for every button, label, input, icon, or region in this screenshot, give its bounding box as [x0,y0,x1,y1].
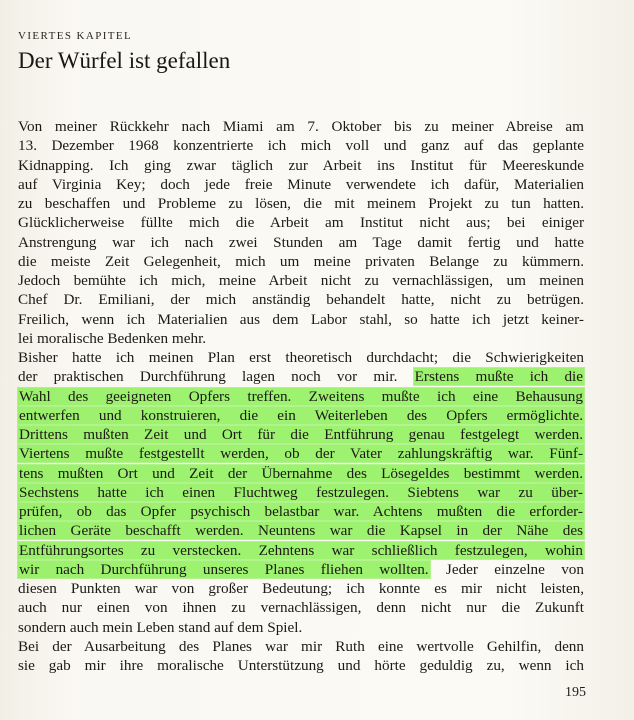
text-line [18,213,584,232]
highlighted-text: Entführungsortes zu verstecken. Zehntens war schließlich festzulegen, wohin [19,541,583,559]
text-segment: zu beschaffen und Probleme zu lösen, die mit meinem Projekt zu tun hatten. [18,195,584,212]
text-segment: sondern auch mein Leben stand auf dem Spiel. [18,618,303,636]
text-line [18,310,584,329]
text-line [18,618,584,637]
text-segment: diesen Punkten war von großer Bedeutung; ich konnte es mir nicht leisten, [18,580,584,597]
text-line [18,367,584,386]
highlighted-text: Wahl des geeigneten Opfers treffen. Zweitens mußte ich eine Behausung [19,387,583,405]
text-line [18,271,584,290]
highlighted-text: tens mußten Ort und Zeit der Übernahme des Lösegeldes bestimmt werden. [19,464,583,482]
text-segment: die meiste Zeit Gelegenheit, mich um meine privaten Belange zu kümmern. [18,252,584,270]
text-line [18,502,584,521]
highlighted-text: lichen Geräte beschafft werden. Neuntens war die Kapsel in der Nähe des [19,522,583,540]
text-segment: Bisher hatte ich meinen Plan erst theoretisch durchdacht; die Schwierigkeiten [18,349,584,366]
text-line [18,117,584,136]
text-line [18,348,584,367]
text-line [18,233,584,252]
highlighted-text: Sechstens hatte ich einen Fluchtweg festzulegen. Siebtens war zu über- [19,483,583,501]
text-line [18,579,584,598]
text-line [18,387,584,406]
text-line [18,598,584,617]
highlighted-text: Drittens mußten Zeit und Ort für die Entführung genau festgelegt werden. [19,426,583,443]
text-segment: Jedoch bemühte ich mich, meine Arbeit nicht zu vernachlässigen, um meinen [18,272,584,289]
text-segment: lei moralische Bedenken mehr. [18,329,207,347]
text-segment: Von meiner Rückkehr nach Miami am 7. Oktober bis zu meiner Abreise am [18,118,584,135]
text-segment: sie gab mir ihre moralische Unterstützung und hörte geduldig zu, wenn ich [18,657,584,674]
text-line [18,406,584,425]
text-line [18,252,584,271]
text-line [18,136,584,155]
text-line [18,444,584,463]
text-line [18,560,584,579]
highlighted-text: wir nach Durchführung unseres Planes fliehen wollten. [19,560,429,578]
text-line [18,637,584,656]
body-text [18,117,584,675]
chapter-label: VIERTES KAPITEL [18,30,133,42]
text-line [18,329,584,348]
highlighted-text: entwerfen und konstruieren, die ein Weiterleben des Opfers ermöglichte. [19,406,583,424]
highlighted-text: Viertens mußte festgestellt werden, ob der Vater zahlungskräftig war. Fünf- [19,445,583,463]
text-line [18,464,584,483]
chapter-title: Der Würfel ist gefallen [18,48,231,73]
text-line [18,290,584,309]
text-segment: 13. Dezember 1968 konzentrierte ich mich voll und ganz auf das geplante [18,137,584,155]
highlighted-text: prüfen, ob das Opfer psychisch belastbar war. Achtens mußten die erforder- [19,503,583,520]
text-segment: Glücklicherweise füllte mich die Arbeit am Institut nicht aus; bei einiger [18,214,584,232]
text-line [18,521,584,540]
text-segment: Freilich, wenn ich Materialien aus dem Labor stahl, so hatte ich jetzt keiner- [18,310,584,328]
text-segment: auch nur einen von ihnen zu vernachlässigen, denn nicht nur die Zukunft [18,599,584,617]
text-segment: auf Virginia Key; doch jede freie Minute verwendete ich dafür, Materialien [18,175,584,193]
text-line [18,194,584,213]
text-line [18,175,584,194]
text-line [18,156,584,175]
text-segment: Anstrengung war ich nach zwei Stunden am Tage damit fertig und hatte [18,233,584,251]
text-line [18,425,584,444]
text-segment: Kidnapping. Ich ging zwar täglich zur Arbeit ins Institut für Meereskunde [18,156,584,174]
text-segment: Chef Dr. Emiliani, der mich anständig behandelt hatte, nicht zu betrügen. [18,291,584,309]
text-line [18,541,584,560]
text-segment: der praktischen Durchführung lagen noch vor mir. [18,368,414,386]
text-segment: Bei der Ausarbeitung des Planes war mir Ruth eine wertvolle Gehilfin, denn [18,637,584,655]
text-line [18,656,584,675]
page-number: 195 [565,685,586,700]
text-line [18,483,584,502]
text-segment: Jeder einzelne von [429,560,584,578]
highlighted-text: Erstens mußte ich die [414,368,584,386]
